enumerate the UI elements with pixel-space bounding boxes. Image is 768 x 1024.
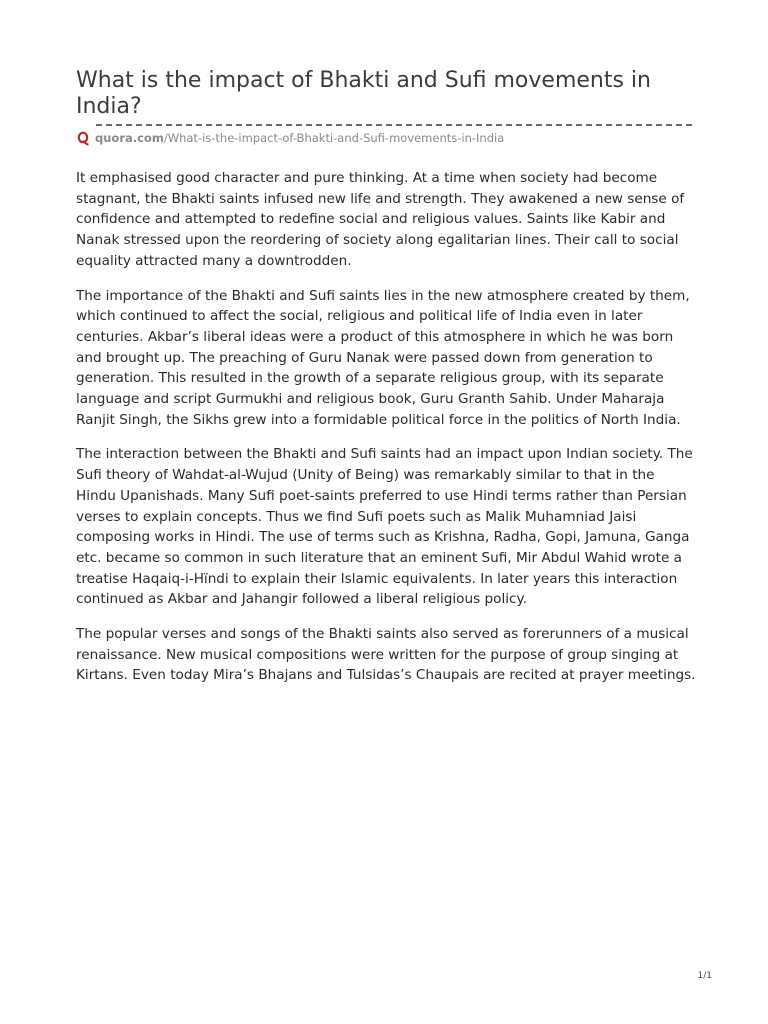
quora-logo-icon (76, 130, 90, 146)
page-number: 1/1 (697, 971, 712, 981)
page-title: What is the impact of Bhakti and Sufi movements in India? (76, 68, 651, 119)
paragraph: The interaction between the Bhakti and Sufi saints had an impact upon Indian society. The Sufi theory of Wahdat-al-Wujud (Unity of Being) was remarkably similar to that in the Hindu Upanishads. Many Sufi poet-saints preferred to use Hindi terms rather than Persian verses to explain concepts. Thus we find Sufi poets such as Malik Muhamniad Jaisi composing works in Hindi. The use of terms such as Krishna, Radha, Gopi, Jamuna, Ganga etc. became so common in such literature that an eminent Sufi, Mir Abdul Wahid wrote a treatise Haqaiq-i-Hïndi to explain their Islamic equivalents. In later years this interaction continued as Akbar and Jahangir followed a liberal religious policy. (76, 446, 693, 608)
source-line (76, 130, 504, 146)
title-divider (96, 124, 692, 126)
paragraph: The importance of the Bhakti and Sufi saints lies in the new atmosphere created by them, which continued to affect the social, religious and political life of India even in later centuries. Akbar’s liberal ideas were a product of this atmosphere in which he was born and brought up. The preaching of Guru Nanak were passed down from generation to generation. This resulted in the growth of a separate religious group, with its separate language and script Gurmukhi and religious book, Guru Granth Sahib. Under Maharaja Ranjit Singh, the Sikhs grew into a formidable political force in the politics of North India. (76, 287, 690, 428)
source-path-link[interactable]: /What-is-the-impact-of-Bhakti-and-Sufi-movements-in-India (163, 131, 505, 145)
paragraph: The popular verses and songs of the Bhakti saints also served as forerunners of a musical renaissance. New musical compositions were written for the purpose of group singing at Kirtans. Even today Mira’s Bhajans and Tulsidas’s Chaupais are recited at prayer meetings. (76, 626, 696, 684)
source-domain-link[interactable]: quora.com (95, 131, 164, 145)
paragraph: It emphasised good character and pure thinking. At a time when society had become stagnant, the Bhakti saints infused new life and strength. They awakened a new sense of confidence and attempted to redefine social and religious values. Saints like Kabir and Nanak stressed upon the reordering of society along egalitarian lines. Their call to social equality attracted many a downtrodden. (76, 170, 685, 269)
article-body (76, 168, 696, 700)
